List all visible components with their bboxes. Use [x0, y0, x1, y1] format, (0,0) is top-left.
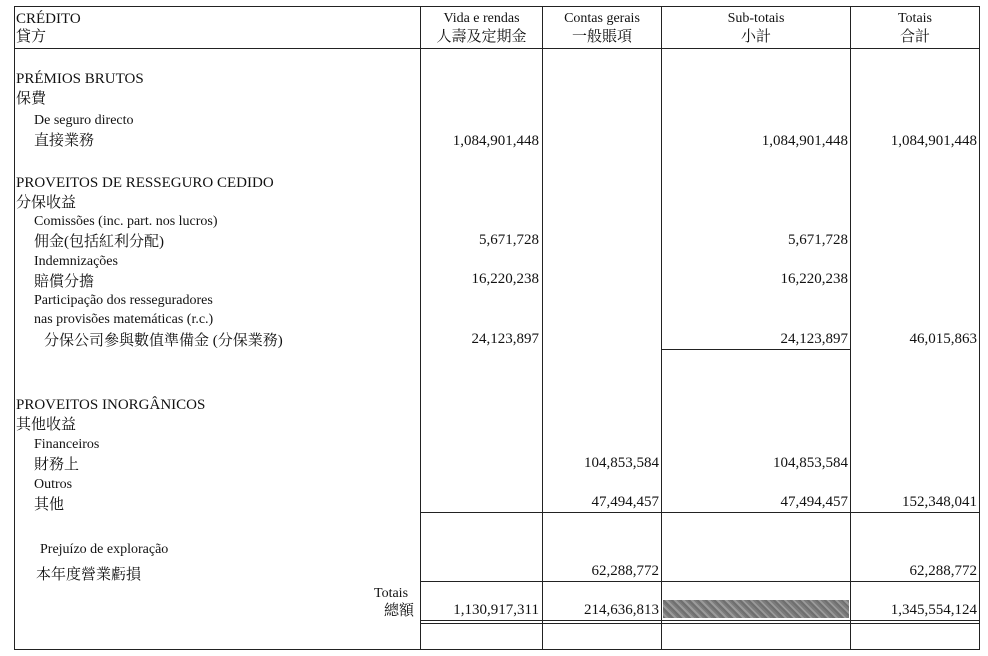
section-title-resseguro-zh: 分保收益	[16, 195, 77, 211]
col-rule-totais	[850, 6, 851, 650]
totals-sub-shaded-cell	[663, 600, 849, 618]
value-financeiros-contas: 104,853,584	[584, 455, 659, 471]
totals-value-contas: 214,636,813	[584, 602, 659, 618]
value-seguro-directo-total: 1,084,901,448	[890, 133, 977, 149]
header-top-rule	[14, 6, 980, 7]
value-outros-sub: 47,494,457	[780, 494, 848, 510]
rule-prejuizo	[420, 581, 979, 582]
totals-value-total: 1,345,554,124	[890, 602, 977, 618]
totals-label-pt: Totais	[374, 586, 409, 601]
value-indemnizacoes-vida: 16,220,238	[471, 271, 539, 287]
item-label-seguro-directo-zh: 直接業務	[34, 133, 95, 149]
value-participacao-total: 46,015,863	[909, 331, 977, 347]
header-credit-pt: CRÉDITO	[16, 11, 81, 27]
item-label-comissoes-zh: 佣金(包括紅利分配)	[34, 234, 164, 250]
section-title-inorganicos: PROVEITOS INORGÂNICOS	[16, 397, 206, 413]
value-financeiros-sub: 104,853,584	[773, 455, 848, 471]
item-label-outros: Outros	[34, 477, 73, 492]
value-comissoes-vida: 5,671,728	[479, 232, 539, 248]
value-seguro-directo-vida: 1,084,901,448	[452, 133, 539, 149]
rule-bottom	[14, 649, 980, 650]
value-prejuizo-contas: 62,288,772	[591, 563, 659, 579]
section-title-premios-zh: 保費	[16, 91, 47, 107]
value-prejuizo-total: 62,288,772	[909, 563, 977, 579]
header-sub-zh: 小計	[740, 29, 771, 45]
col-rule-vida	[420, 6, 421, 650]
header-credit-zh: 貸方	[16, 29, 47, 45]
col-rule-sub	[661, 6, 662, 650]
rule-totals-2	[420, 623, 979, 624]
value-outros-total: 152,348,041	[902, 494, 977, 510]
item-label-outros-zh: 其他	[34, 497, 65, 513]
header-bottom-rule	[14, 48, 980, 49]
item-label-participacao-zh: 分保公司參與數值準備金 (分保業務)	[44, 333, 283, 349]
item-label-prejuizo: Prejuízo de exploração	[40, 542, 169, 557]
item-label-financeiros-zh: 財務上	[34, 457, 80, 473]
rule-totals-1	[420, 620, 979, 621]
item-label-indemnizacoes: Indemnizações	[34, 254, 118, 269]
section-title-premios: PRÉMIOS BRUTOS	[16, 71, 144, 87]
totals-value-vida: 1,130,917,311	[453, 602, 539, 618]
header-contas-pt: Contas gerais	[564, 11, 640, 26]
value-seguro-directo-sub: 1,084,901,448	[761, 133, 848, 149]
totals-label-zh: 總額	[384, 603, 415, 619]
header-sub-pt: Sub-totais	[727, 11, 785, 26]
header-totais-zh: 合計	[899, 29, 930, 45]
subtotal-rule-resseguro	[661, 349, 850, 350]
col-rule-right	[979, 6, 980, 650]
item-label-prejuizo-zh: 本年度營業虧損	[36, 567, 142, 583]
col-rule-contas	[542, 6, 543, 650]
col-rule-left	[14, 6, 15, 650]
value-indemnizacoes-sub: 16,220,238	[780, 271, 848, 287]
header-totais-pt: Totais	[897, 11, 932, 26]
item-label-financeiros: Financeiros	[34, 437, 100, 452]
value-participacao-sub: 24,123,897	[780, 331, 848, 347]
header-vida-zh: 人壽及定期金	[436, 29, 527, 45]
section-title-inorganicos-zh: 其他收益	[16, 417, 77, 433]
item-label-participacao-line2: nas provisões matemáticas (r.c.)	[34, 312, 214, 327]
item-label-indemnizacoes-zh: 賠償分擔	[34, 274, 95, 290]
rule-outros	[420, 512, 979, 513]
value-outros-contas: 47,494,457	[591, 494, 659, 510]
item-label-comissoes: Comissões (inc. part. nos lucros)	[34, 214, 218, 229]
value-participacao-vida: 24,123,897	[471, 331, 539, 347]
section-title-resseguro: PROVEITOS DE RESSEGURO CEDIDO	[16, 175, 274, 191]
item-label-participacao: Participação dos resseguradores	[34, 293, 213, 308]
item-label-seguro-directo: De seguro directo	[34, 113, 134, 128]
value-comissoes-sub: 5,671,728	[788, 232, 848, 248]
header-contas-zh: 一般賬項	[571, 29, 632, 45]
header-vida-pt: Vida e rendas	[443, 11, 520, 26]
